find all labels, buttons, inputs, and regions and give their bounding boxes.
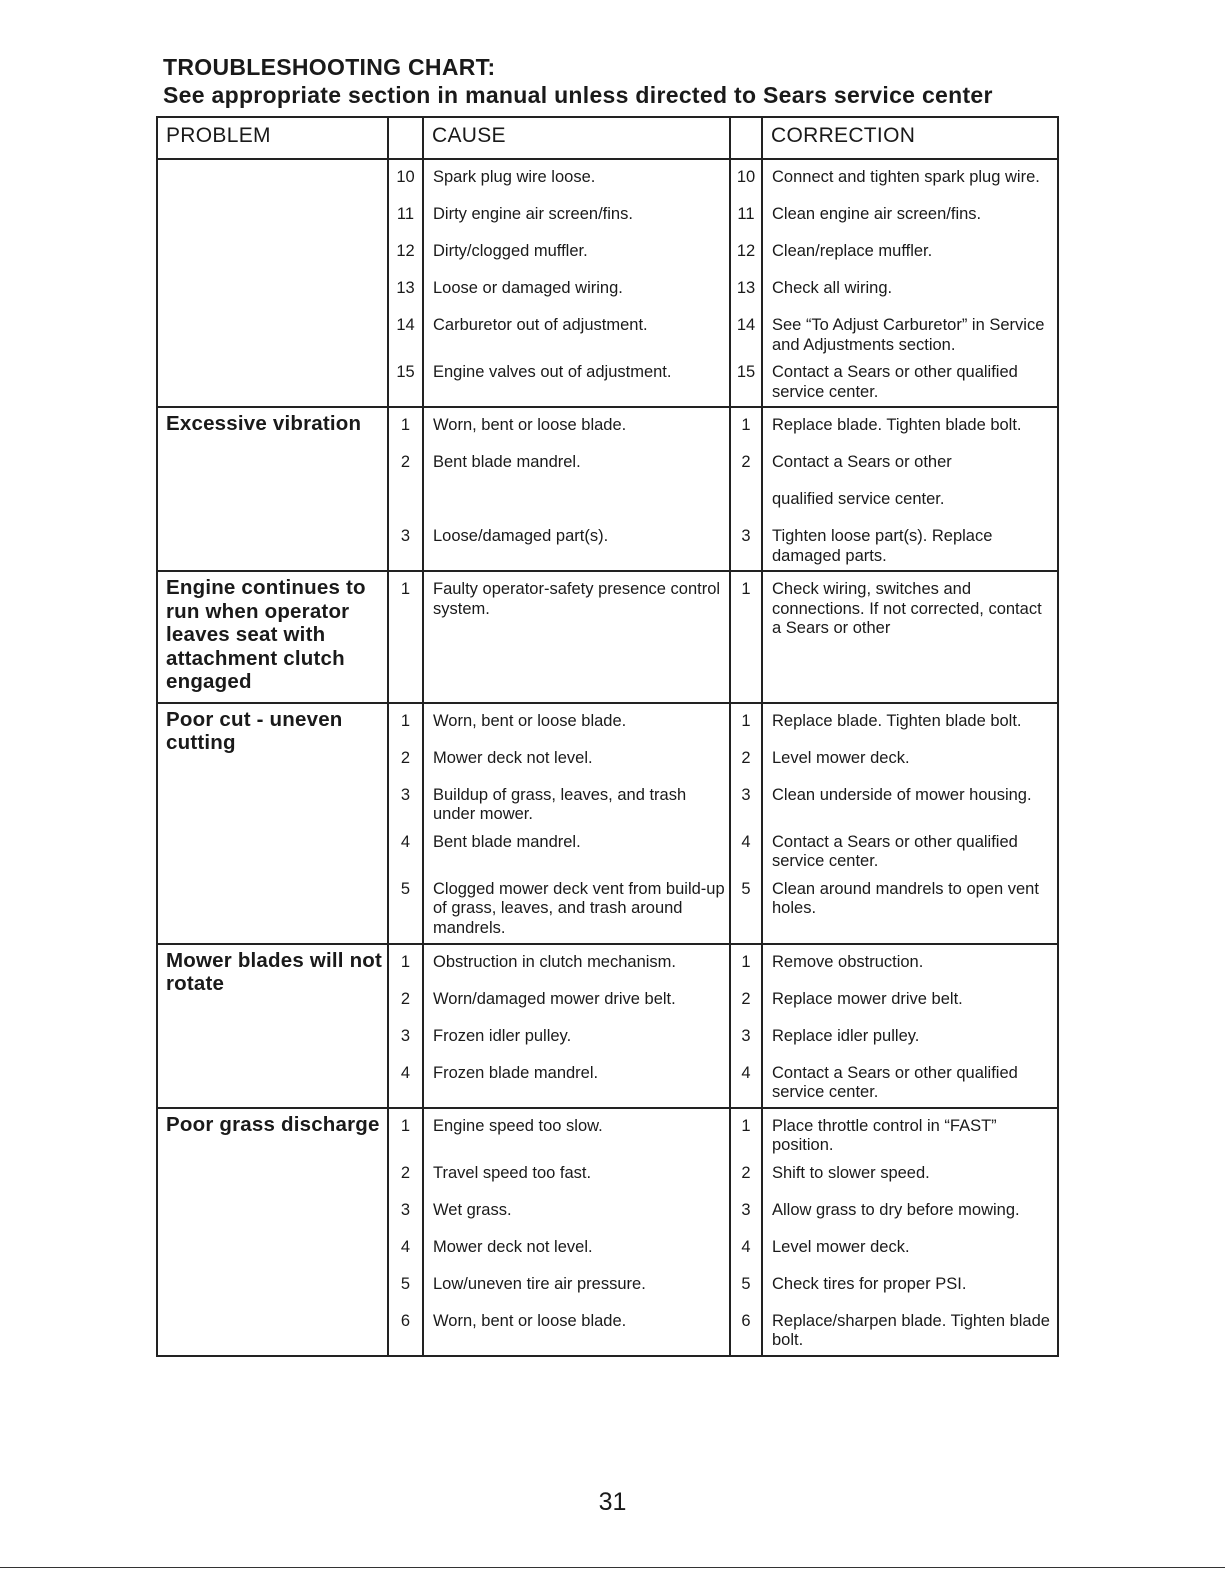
correction-text: Connect and tighten spark plug wire. — [772, 168, 1040, 186]
correction-text: Check tires for proper PSI. — [772, 1274, 967, 1293]
correction-number: 5 — [741, 1274, 751, 1293]
cause-number: 1 — [400, 711, 411, 730]
troubleshooting-table — [156, 116, 1059, 1357]
correction-number: 1 — [741, 952, 751, 971]
cause-text — [424, 482, 729, 519]
cause-number: 3 — [400, 527, 411, 545]
correction-text-column — [761, 572, 1057, 702]
cause-number: 1 — [400, 416, 411, 434]
table-row — [158, 702, 1057, 943]
correction-text: Check all wiring. — [772, 279, 893, 297]
correction-number: 1 — [741, 711, 751, 730]
cause-number: 4 — [400, 1237, 411, 1256]
correction-text-column — [761, 160, 1057, 406]
correction-number: 1 — [741, 1116, 751, 1135]
problem-cell — [158, 160, 387, 406]
cause-text-column — [422, 704, 729, 943]
cause-text: Loose/damaged part(s). — [433, 527, 609, 545]
problem-cell: Engine continues to run when operator leaves seat with attachment clutch engaged — [166, 576, 366, 693]
cause-text: Clogged mower deck vent from build-up of grass, leaves, and trash around mandrels. — [433, 879, 725, 937]
cause-text: Wet grass. — [433, 1200, 512, 1219]
cause-text: Bent blade mandrel. — [433, 453, 581, 471]
table-row — [158, 406, 1057, 570]
cause-number: 3 — [400, 785, 411, 804]
correction-text: Remove obstruction. — [772, 952, 924, 971]
cause-text: Mower deck not level. — [433, 1237, 593, 1256]
header-correction-number-spacer — [729, 118, 761, 158]
table-row — [158, 943, 1057, 1107]
cause-number: 12 — [396, 242, 415, 260]
correction-text: Clean around mandrels to open vent holes. — [772, 879, 1039, 917]
correction-number: 10 — [736, 168, 756, 186]
table-row — [158, 570, 1057, 702]
cause-text: Low/uneven tire air pressure. — [433, 1274, 646, 1293]
problem-cell: Mower blades will not rotate — [166, 948, 383, 995]
cause-text: Engine valves out of adjustment. — [433, 363, 672, 381]
cause-number-column — [387, 572, 422, 702]
correction-text: Replace blade. Tighten blade bolt. — [772, 711, 1022, 730]
correction-number: 14 — [736, 316, 756, 334]
cause-number: 6 — [400, 1311, 411, 1330]
cause-number — [389, 482, 422, 519]
correction-number: 2 — [741, 453, 751, 471]
correction-number: 11 — [737, 205, 755, 223]
cause-number: 2 — [400, 748, 411, 767]
cause-number-column — [387, 1109, 422, 1355]
correction-number: 3 — [741, 1026, 751, 1045]
header-problem: PROBLEM — [166, 124, 271, 147]
cause-number: 1 — [400, 952, 411, 971]
correction-text-column — [761, 408, 1057, 570]
correction-text: Contact a Sears or other qualified service center. — [772, 832, 1018, 870]
cause-text: Faulty operator-safety presence control system. — [433, 580, 721, 618]
cause-number: 5 — [400, 1274, 411, 1293]
correction-number-column — [729, 160, 761, 406]
cause-text: Obstruction in clutch mechanism. — [433, 952, 677, 971]
table-row — [158, 158, 1057, 406]
correction-number: 15 — [736, 363, 756, 381]
correction-text: Replace blade. Tighten blade bolt. — [772, 416, 1022, 434]
correction-number: 13 — [736, 279, 756, 297]
problem-cell: Poor grass discharge — [166, 1112, 380, 1136]
header-correction: CORRECTION — [761, 118, 1057, 158]
cause-number: 13 — [396, 279, 415, 297]
cause-text: Worn, bent or loose blade. — [433, 711, 627, 730]
correction-number: 2 — [741, 748, 751, 767]
correction-number: 4 — [741, 1237, 751, 1256]
correction-text: Shift to slower speed. — [772, 1163, 930, 1182]
chart-subtitle: See appropriate section in manual unless directed to Sears service center — [163, 82, 993, 108]
cause-number: 2 — [400, 453, 411, 471]
table-header-row — [158, 118, 1057, 158]
cause-number: 3 — [400, 1200, 411, 1219]
correction-number: 2 — [741, 989, 751, 1008]
cause-number: 4 — [400, 1063, 411, 1082]
cause-text: Engine speed too slow. — [433, 1116, 603, 1135]
correction-number: 2 — [741, 1163, 751, 1182]
cause-text: Dirty/clogged muffler. — [433, 242, 588, 260]
cause-text: Worn, bent or loose blade. — [433, 416, 627, 434]
cause-number: 15 — [396, 363, 415, 381]
correction-number — [731, 482, 761, 519]
cause-text: Frozen blade mandrel. — [433, 1063, 599, 1082]
correction-text: Level mower deck. — [772, 748, 910, 767]
correction-text: See “To Adjust Carburetor” in Service and Adjustments section. — [772, 316, 1045, 354]
correction-number-column — [729, 572, 761, 702]
cause-number-column — [387, 704, 422, 943]
page-number: 31 — [598, 1488, 627, 1516]
correction-text: Contact a Sears or other qualified service center. — [772, 363, 1018, 401]
correction-number: 1 — [741, 580, 751, 598]
correction-text: Contact a Sears or other — [772, 453, 952, 471]
cause-number: 14 — [396, 316, 415, 334]
correction-number: 3 — [741, 527, 751, 545]
cause-text: Loose or damaged wiring. — [433, 279, 623, 297]
cause-text: Frozen idler pulley. — [433, 1026, 572, 1045]
correction-text: qualified service center. — [772, 490, 945, 508]
correction-text-column — [761, 1109, 1057, 1355]
correction-number-column — [729, 1109, 761, 1355]
cause-text: Mower deck not level. — [433, 748, 593, 767]
cause-number-column — [387, 945, 422, 1107]
problem-cell: Excessive vibration — [166, 412, 362, 435]
correction-number: 4 — [741, 1063, 751, 1082]
cause-text: Travel speed too fast. — [433, 1163, 592, 1182]
header-cause-number-spacer — [387, 118, 422, 158]
cause-number: 4 — [400, 832, 411, 851]
cause-number: 2 — [400, 989, 411, 1008]
correction-text: Clean engine air screen/fins. — [772, 205, 982, 223]
correction-text: Contact a Sears or other qualified service center. — [772, 1063, 1018, 1101]
correction-number: 3 — [741, 785, 751, 804]
cause-number: 5 — [400, 879, 411, 898]
correction-text: Clean/replace muffler. — [772, 242, 933, 260]
correction-text: Replace idler pulley. — [772, 1026, 920, 1045]
cause-text: Bent blade mandrel. — [433, 832, 581, 851]
cause-text-column — [422, 945, 729, 1107]
correction-text: Level mower deck. — [772, 1237, 910, 1256]
cause-text-column — [422, 1109, 729, 1355]
cause-number-column — [387, 160, 422, 406]
correction-number: 3 — [741, 1200, 751, 1219]
correction-text: Tighten loose part(s). Replace damaged parts. — [772, 527, 993, 565]
correction-text: Place throttle control in “FAST” position. — [772, 1116, 997, 1154]
problem-cell: Poor cut - uneven cutting — [166, 707, 343, 754]
cause-text-column — [422, 408, 729, 570]
cause-number-column — [387, 408, 422, 570]
cause-text: Worn/damaged mower drive belt. — [433, 989, 676, 1008]
correction-text: Check wiring, switches and connections. If not corrected, contact a Sears or other — [772, 580, 1042, 637]
correction-text-column — [761, 704, 1057, 943]
correction-text-column — [761, 945, 1057, 1107]
correction-number-column — [729, 704, 761, 943]
cause-text: Dirty engine air screen/fins. — [433, 205, 633, 223]
cause-number: 1 — [400, 1116, 411, 1135]
chart-title: TROUBLESHOOTING CHART: — [163, 54, 496, 80]
cause-number: 2 — [400, 1163, 411, 1182]
page-bottom-divider — [0, 1567, 1225, 1568]
correction-text: Allow grass to dry before mowing. — [772, 1200, 1020, 1219]
correction-number: 6 — [741, 1311, 751, 1330]
correction-number: 5 — [741, 879, 751, 898]
cause-number: 1 — [400, 580, 411, 598]
cause-number: 11 — [396, 205, 415, 223]
correction-number: 4 — [741, 832, 751, 851]
cause-text: Worn, bent or loose blade. — [433, 1311, 627, 1330]
correction-text: Replace/sharpen blade. Tighten blade bolt. — [772, 1311, 1050, 1349]
cause-text: Carburetor out of adjustment. — [433, 316, 648, 334]
header-cause: CAUSE — [422, 118, 729, 158]
correction-number-column — [729, 945, 761, 1107]
cause-text: Buildup of grass, leaves, and trash under mower. — [433, 785, 687, 823]
correction-number-column — [729, 408, 761, 570]
correction-text: Replace mower drive belt. — [772, 989, 963, 1008]
cause-text-column — [422, 160, 729, 406]
table-row — [158, 1107, 1057, 1355]
correction-text: Clean underside of mower housing. — [772, 785, 1032, 804]
cause-number: 3 — [400, 1026, 411, 1045]
cause-text-column — [422, 572, 729, 702]
correction-number: 1 — [741, 416, 751, 434]
correction-number: 12 — [736, 242, 756, 260]
cause-number: 10 — [396, 168, 415, 186]
cause-text: Spark plug wire loose. — [433, 168, 596, 186]
